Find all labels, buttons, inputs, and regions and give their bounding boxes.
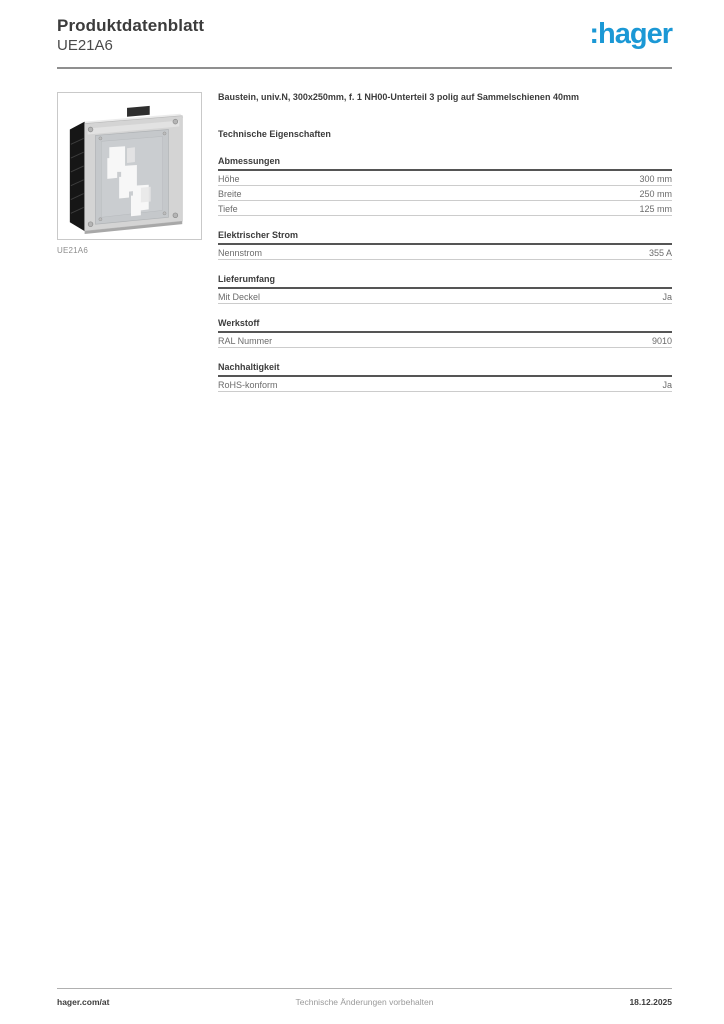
product-image-caption: UE21A6 bbox=[57, 246, 88, 255]
spec-row bbox=[218, 333, 672, 348]
content-column bbox=[218, 92, 672, 392]
footer-divider bbox=[57, 988, 672, 989]
spec-section-lieferumfang bbox=[218, 274, 672, 304]
spec-label: RAL Nummer bbox=[218, 335, 273, 346]
spec-value: 355 A bbox=[648, 247, 672, 258]
spec-value: 9010 bbox=[651, 335, 672, 346]
spec-section-title: Lieferumfang bbox=[218, 274, 672, 289]
spec-row bbox=[218, 201, 672, 216]
spec-row bbox=[218, 186, 672, 201]
spec-section-title: Werkstoff bbox=[218, 318, 672, 333]
footer-website: hager.com/at bbox=[57, 997, 110, 1007]
product-description: Baustein, univ.N, 300x250mm, f. 1 NH00-Unterteil 3 polig auf Sammelschienen 40mm bbox=[218, 92, 579, 102]
spec-label: Nennstrom bbox=[218, 247, 263, 258]
footer-date: 18.12.2025 bbox=[629, 997, 672, 1007]
spec-label: Breite bbox=[218, 188, 242, 199]
hager-logo: :hager bbox=[589, 18, 672, 50]
spec-label: Mit Deckel bbox=[218, 291, 261, 302]
footer-disclaimer: Technische Änderungen vorbehalten bbox=[295, 997, 434, 1007]
spec-row bbox=[218, 289, 672, 304]
spec-row bbox=[218, 377, 672, 392]
spec-label: Höhe bbox=[218, 173, 240, 184]
header bbox=[57, 16, 672, 55]
spec-section-werkstoff bbox=[218, 318, 672, 348]
spec-value: 300 mm bbox=[639, 173, 672, 184]
specs-heading: Technische Eigenschaften bbox=[218, 129, 331, 140]
product-figure bbox=[57, 92, 202, 255]
spec-label: Tiefe bbox=[218, 203, 238, 214]
spec-section-title: Nachhaltigkeit bbox=[218, 362, 672, 377]
spec-row bbox=[218, 245, 672, 260]
spec-section-nachhaltigkeit bbox=[218, 362, 672, 392]
spec-section-elektrischer-strom bbox=[218, 230, 672, 260]
spec-sections bbox=[218, 156, 672, 392]
spec-section-title: Elektrischer Strom bbox=[218, 230, 672, 245]
spec-value: Ja bbox=[662, 291, 672, 302]
spec-row bbox=[218, 171, 672, 186]
spec-section-title: Abmessungen bbox=[218, 156, 672, 171]
spec-section-abmessungen bbox=[218, 156, 672, 216]
spec-value: Ja bbox=[662, 379, 672, 390]
spec-value: 250 mm bbox=[639, 188, 672, 199]
footer bbox=[57, 997, 672, 1007]
enclosure-illustration bbox=[58, 93, 201, 239]
product-image bbox=[57, 92, 202, 240]
product-reference: UE21A6 bbox=[57, 37, 113, 55]
spec-label: RoHS-konform bbox=[218, 379, 278, 390]
page-title: Produktdatenblatt bbox=[57, 16, 205, 35]
header-divider bbox=[57, 67, 672, 69]
spec-value: 125 mm bbox=[639, 203, 672, 214]
